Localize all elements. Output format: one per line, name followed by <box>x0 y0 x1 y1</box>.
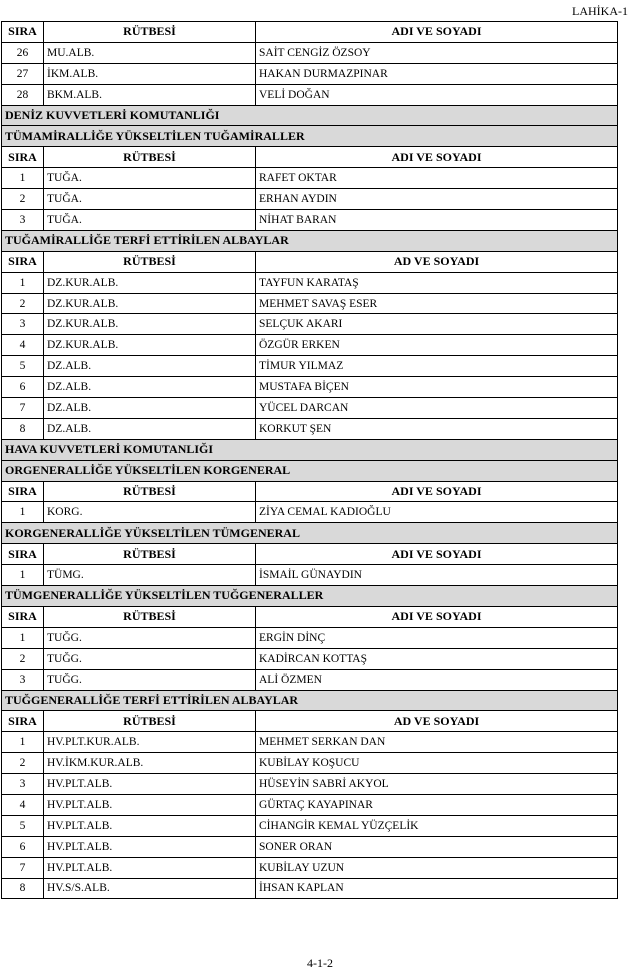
table-row <box>2 314 618 335</box>
section-heading-row <box>2 126 618 147</box>
row-number: 26 <box>2 42 44 63</box>
header-rank: RÜTBESİ <box>44 544 256 565</box>
section-heading-row <box>2 105 618 126</box>
row-rank: DZ.ALB. <box>44 418 256 439</box>
row-name: SONER ORAN <box>256 836 618 857</box>
header-rank: RÜTBESİ <box>44 147 256 168</box>
header-name: ADI VE SOYADI <box>256 147 618 168</box>
row-number: 3 <box>2 774 44 795</box>
row-name: ZİYA CEMAL KADIOĞLU <box>256 502 618 523</box>
section-heading: KORGENERALLİĞE YÜKSELTİLEN TÜMGENERAL <box>2 523 618 544</box>
header-sira: SIRA <box>2 481 44 502</box>
section-heading: HAVA KUVVETLERİ KOMUTANLIĞI <box>2 439 618 460</box>
table-row <box>2 627 618 648</box>
row-rank: TUĞG. <box>44 648 256 669</box>
table-row <box>2 836 618 857</box>
row-rank: HV.PLT.ALB. <box>44 836 256 857</box>
table-row <box>2 669 618 690</box>
section-heading: ORGENERALLİĞE YÜKSELTİLEN KORGENERAL <box>2 460 618 481</box>
table-row <box>2 815 618 836</box>
row-rank: HV.PLT.KUR.ALB. <box>44 732 256 753</box>
row-name: SELÇUK AKARI <box>256 314 618 335</box>
header-sira: SIRA <box>2 544 44 565</box>
row-number: 28 <box>2 84 44 105</box>
section-heading-row <box>2 439 618 460</box>
row-number: 3 <box>2 210 44 231</box>
table-row <box>2 565 618 586</box>
section-heading: TÜMAMİRALLİĞE YÜKSELTİLEN TUĞAMİRALLER <box>2 126 618 147</box>
table-row <box>2 335 618 356</box>
row-name: HAKAN DURMAZPINAR <box>256 63 618 84</box>
table-row <box>2 168 618 189</box>
row-number: 1 <box>2 502 44 523</box>
section-heading-row <box>2 690 618 711</box>
header-rank: RÜTBESİ <box>44 251 256 272</box>
page-number: 4-1-2 <box>307 956 333 970</box>
row-name: RAFET OKTAR <box>256 168 618 189</box>
row-number: 3 <box>2 669 44 690</box>
row-name: YÜCEL DARCAN <box>256 398 618 419</box>
row-name: KUBİLAY KOŞUCU <box>256 753 618 774</box>
row-number: 5 <box>2 356 44 377</box>
table-row <box>2 398 618 419</box>
column-header-row <box>2 606 618 627</box>
column-header-row <box>2 147 618 168</box>
section-heading: TÜMGENERALLİĞE YÜKSELTİLEN TUĞGENERALLER <box>2 586 618 607</box>
table-row <box>2 857 618 878</box>
row-name: KADİRCAN KOTTAŞ <box>256 648 618 669</box>
table-row <box>2 794 618 815</box>
row-rank: HV.PLT.ALB. <box>44 815 256 836</box>
row-rank: TÜMG. <box>44 565 256 586</box>
section-heading-row <box>2 586 618 607</box>
row-rank: TUĞA. <box>44 168 256 189</box>
row-name: HÜSEYİN SABRİ AKYOL <box>256 774 618 795</box>
row-rank: DZ.ALB. <box>44 356 256 377</box>
header-rank: RÜTBESİ <box>44 481 256 502</box>
row-number: 1 <box>2 168 44 189</box>
table-row <box>2 272 618 293</box>
row-name: ERGİN DİNÇ <box>256 627 618 648</box>
header-name: AD VE SOYADI <box>256 711 618 732</box>
row-rank: MU.ALB. <box>44 42 256 63</box>
row-name: KUBİLAY UZUN <box>256 857 618 878</box>
row-rank: HV.PLT.ALB. <box>44 857 256 878</box>
row-rank: DZ.ALB. <box>44 398 256 419</box>
row-rank: HV.İKM.KUR.ALB. <box>44 753 256 774</box>
table-row <box>2 63 618 84</box>
row-number: 4 <box>2 794 44 815</box>
section-heading-row <box>2 523 618 544</box>
row-rank: DZ.ALB. <box>44 377 256 398</box>
table-row <box>2 774 618 795</box>
section-heading: TUĞGENERALLİĞE TERFİ ETTİRİLEN ALBAYLAR <box>2 690 618 711</box>
table-row <box>2 648 618 669</box>
table-row <box>2 502 618 523</box>
row-rank: TUĞG. <box>44 669 256 690</box>
row-name: NİHAT BARAN <box>256 210 618 231</box>
table-row <box>2 753 618 774</box>
section-heading: TUĞAMİRALLİĞE TERFİ ETTİRİLEN ALBAYLAR <box>2 230 618 251</box>
table-row <box>2 293 618 314</box>
row-number: 3 <box>2 314 44 335</box>
row-name: TAYFUN KARATAŞ <box>256 272 618 293</box>
row-name: ÖZGÜR ERKEN <box>256 335 618 356</box>
section-heading-row <box>2 460 618 481</box>
table-row <box>2 42 618 63</box>
row-number: 2 <box>2 189 44 210</box>
row-rank: TUĞG. <box>44 627 256 648</box>
row-name: KORKUT ŞEN <box>256 418 618 439</box>
section-heading: DENİZ KUVVETLERİ KOMUTANLIĞI <box>2 105 618 126</box>
row-number: 7 <box>2 857 44 878</box>
header-rank: RÜTBESİ <box>44 711 256 732</box>
row-number: 5 <box>2 815 44 836</box>
row-name: MUSTAFA BİÇEN <box>256 377 618 398</box>
table-row <box>2 732 618 753</box>
row-name: ALİ ÖZMEN <box>256 669 618 690</box>
row-name: VELİ DOĞAN <box>256 84 618 105</box>
row-number: 7 <box>2 398 44 419</box>
table-row <box>2 84 618 105</box>
header-rank: RÜTBESİ <box>44 22 256 43</box>
row-number: 2 <box>2 293 44 314</box>
row-name: MEHMET SAVAŞ ESER <box>256 293 618 314</box>
row-rank: DZ.KUR.ALB. <box>44 335 256 356</box>
row-rank: TUĞA. <box>44 189 256 210</box>
table-row <box>2 210 618 231</box>
row-rank: KORG. <box>44 502 256 523</box>
table-row <box>2 377 618 398</box>
column-header-row <box>2 544 618 565</box>
row-name: İHSAN KAPLAN <box>256 878 618 899</box>
row-rank: HV.S/S.ALB. <box>44 878 256 899</box>
row-name: TİMUR YILMAZ <box>256 356 618 377</box>
row-name: MEHMET SERKAN DAN <box>256 732 618 753</box>
row-number: 1 <box>2 627 44 648</box>
row-number: 1 <box>2 565 44 586</box>
header-name: AD VE SOYADI <box>256 251 618 272</box>
header-sira: SIRA <box>2 147 44 168</box>
row-number: 8 <box>2 418 44 439</box>
row-number: 1 <box>2 272 44 293</box>
section-heading-row <box>2 230 618 251</box>
header-name: ADI VE SOYADI <box>256 22 618 43</box>
row-rank: DZ.KUR.ALB. <box>44 293 256 314</box>
row-rank: DZ.KUR.ALB. <box>44 272 256 293</box>
row-rank: İKM.ALB. <box>44 63 256 84</box>
header-sira: SIRA <box>2 22 44 43</box>
table-row <box>2 878 618 899</box>
table-row <box>2 356 618 377</box>
row-number: 27 <box>2 63 44 84</box>
header-name: ADI VE SOYADI <box>256 606 618 627</box>
row-number: 6 <box>2 377 44 398</box>
row-rank: HV.PLT.ALB. <box>44 794 256 815</box>
column-header-row <box>2 481 618 502</box>
row-number: 4 <box>2 335 44 356</box>
header-name: ADI VE SOYADI <box>256 544 618 565</box>
personnel-table <box>1 21 618 899</box>
row-number: 1 <box>2 732 44 753</box>
header-sira: SIRA <box>2 251 44 272</box>
row-name: CİHANGİR KEMAL YÜZÇELİK <box>256 815 618 836</box>
row-name: GÜRTAÇ KAYAPINAR <box>256 794 618 815</box>
row-rank: DZ.KUR.ALB. <box>44 314 256 335</box>
table-row <box>2 418 618 439</box>
row-number: 2 <box>2 753 44 774</box>
row-name: ERHAN AYDIN <box>256 189 618 210</box>
column-header-row <box>2 251 618 272</box>
header-name: ADI VE SOYADI <box>256 481 618 502</box>
column-header-row <box>2 711 618 732</box>
column-header-row <box>2 22 618 43</box>
row-name: SAİT CENGİZ ÖZSOY <box>256 42 618 63</box>
header-rank: RÜTBESİ <box>44 606 256 627</box>
row-number: 2 <box>2 648 44 669</box>
row-name: İSMAİL GÜNAYDIN <box>256 565 618 586</box>
table-row <box>2 189 618 210</box>
row-number: 8 <box>2 878 44 899</box>
header-sira: SIRA <box>2 711 44 732</box>
header-sira: SIRA <box>2 606 44 627</box>
row-number: 6 <box>2 836 44 857</box>
personnel-table-body <box>2 22 618 899</box>
row-rank: BKM.ALB. <box>44 84 256 105</box>
row-rank: TUĞA. <box>44 210 256 231</box>
row-rank: HV.PLT.ALB. <box>44 774 256 795</box>
annex-label: LAHİKA-1 <box>572 4 628 18</box>
